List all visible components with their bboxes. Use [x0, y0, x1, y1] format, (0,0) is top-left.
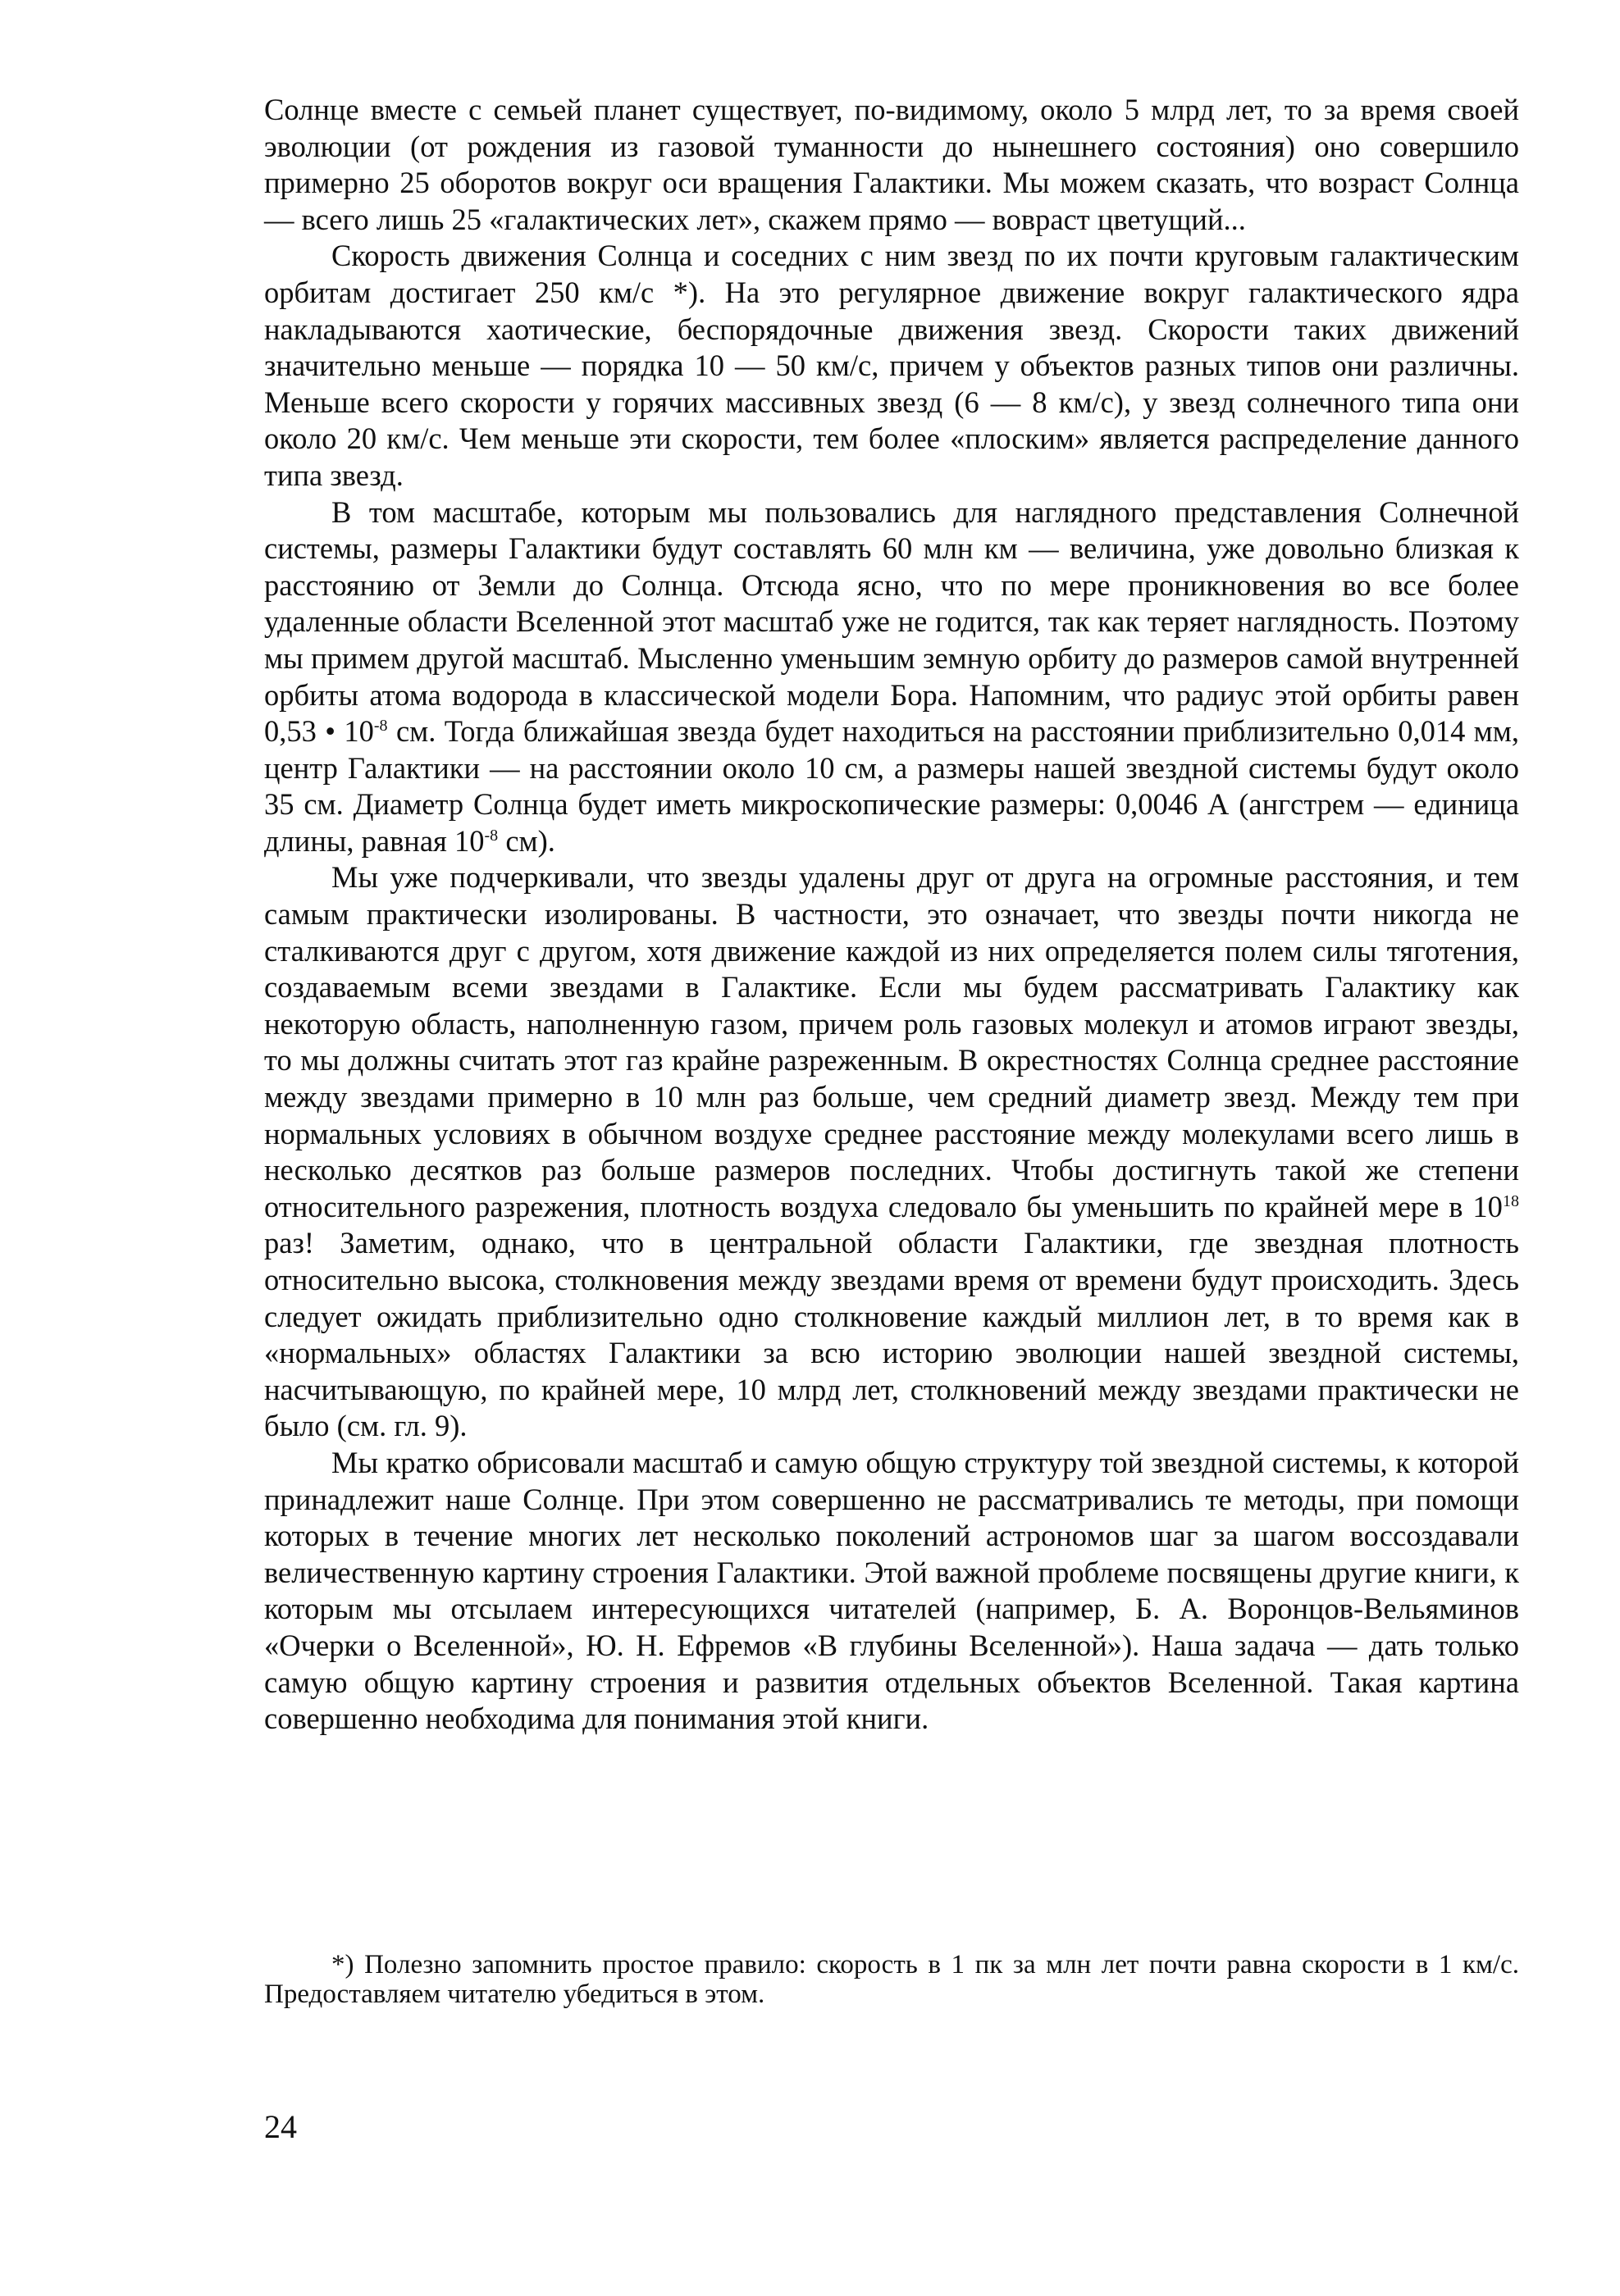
exponent-rarefaction: 18: [1502, 1191, 1519, 1210]
article-body: [264, 92, 1519, 1738]
paragraph-4-part-b: раз! Заметим, однако, что в центральной области Галактики, где звездная плотность относительно высока, столкновения между звездами время от времени будут происходить. Здесь следует ожидать приблизительно одно столкновение каждый миллион лет, в то время как в «нормальных» областях Галактики за всю историю эволюции нашей звездной системы, насчитывающую, по крайней мере, 10 млрд лет, столкновений между звездами практически не было (см. гл. 9).: [264, 1226, 1519, 1443]
exponent-angstrom: -8: [484, 826, 499, 845]
exponent-bohr-radius: -8: [373, 716, 388, 735]
paragraph-3-part-a: В том масштабе, которым мы пользовались для наглядного представления Солнечной системы, размеры Галактики будут составлять 60 млн км — величина, уже довольно близкая к расстоянию от Земли до Солнца. Отсюда ясно, что по мере проникновения во все более удаленные области Вселенной этот масштаб уже не годится, так как теряет наглядность. Поэтому мы примем другой масштаб. Мысленно уменьшим земную орбиту до размеров самой внутренней орбиты атома водорода в классической модели Бора. Напомним, что радиус этой орбиты равен 0,53 • 10: [264, 494, 1519, 749]
footnote: *) Полезно запомнить простое правило: скорость в 1 пк за млн лет почти равна скорости в 1 км/с. Предоставляем читателю убедиться в этом.: [264, 1950, 1519, 2009]
paragraph-3-part-b: см. Тогда ближайшая звезда будет находиться на расстоянии приблизительно 0,014 мм, центр Галактики — на расстоянии около 10 см, а размеры нашей звездной системы будут около 35 см. Диаметр Солнца будет иметь микроскопические размеры: 0,0046 А (ангстрем — единица длины, равная 10: [264, 714, 1519, 858]
paragraph-2: Скорость движения Солнца и соседних с ним звезд по их почти круговым галактическим орбитам достигает 250 км/с *). На это регулярное движение вокруг галактического ядра накладываются хаотические, беспорядочные движения звезд. Скорости таких движений значительно меньше — порядка 10 — 50 км/с, причем у объектов разных типов они различны. Меньше всего скорости у горячих массивных звезд (6 — 8 км/с), у звезд солнечного типа они около 20 км/с. Чем меньше эти скорости, тем более «плоским» является распределение данного типа звезд.: [264, 239, 1519, 492]
paragraph-4-part-a: Мы уже подчеркивали, что звезды удалены друг от друга на огромные расстояния, и тем самым практически изолированы. В частности, это означает, что звезды почти никогда не сталкиваются друг с другом, хотя движение каждой из них определяется полем силы тяготения, создаваемым всеми звездами в Галактике. Если мы будем рассматривать Галактику как некоторую область, наполненную газом, причем роль газовых молекул и атомов играют звезды, то мы должны считать этот газ крайне разреженным. В окрестностях Солнца среднее расстояние между звездами примерно в 10 млн раз больше, чем средний диаметр звезд. Между тем при нормальных условиях в обычном воздухе среднее расстояние между молекулами всего лишь в несколько десятков раз больше размеров последних. Чтобы достигнуть такой же степени относительного разрежения, плотность воздуха следовало бы уменьшить по крайней мере в 10: [264, 860, 1519, 1223]
page-number: 24: [264, 2108, 297, 2145]
paragraph-5: Мы кратко обрисовали масштаб и самую общую структуру той звездной системы, к которой принадлежит наше Солнце. При этом совершенно не рассматривались те методы, при помощи которых в течение многих лет несколько поколений астрономов шаг за шагом воссоздавали величественную картину строения Галактики. Этой важной проблеме посвящены другие книги, к которым мы отсылаем интересующихся читателей (например, Б. А. Воронцов-Вельяминов «Очерки о Вселенной», Ю. Н. Ефремов «В глубины Вселенной»). Наша задача — дать только самую общую картину строения и развития отдельных объектов Вселенной. Такая картина совершенно необходима для понимания этой книги.: [264, 1445, 1519, 1736]
paragraph-1: Солнце вместе с семьей планет существует, по-видимому, около 5 млрд лет, то за время своей эволюции (от рождения из газовой туманности до нынешнего состояния) оно совершило примерно 25 оборотов вокруг оси вращения Галактики. Мы можем сказать, что возраст Солнца — всего лишь 25 «галактических лет», скажем прямо — вовраст цветущий...: [264, 93, 1519, 236]
paragraph-4: [264, 859, 1519, 1445]
paragraph-3-part-c: см).: [498, 823, 555, 858]
paragraph-3: [264, 494, 1519, 860]
